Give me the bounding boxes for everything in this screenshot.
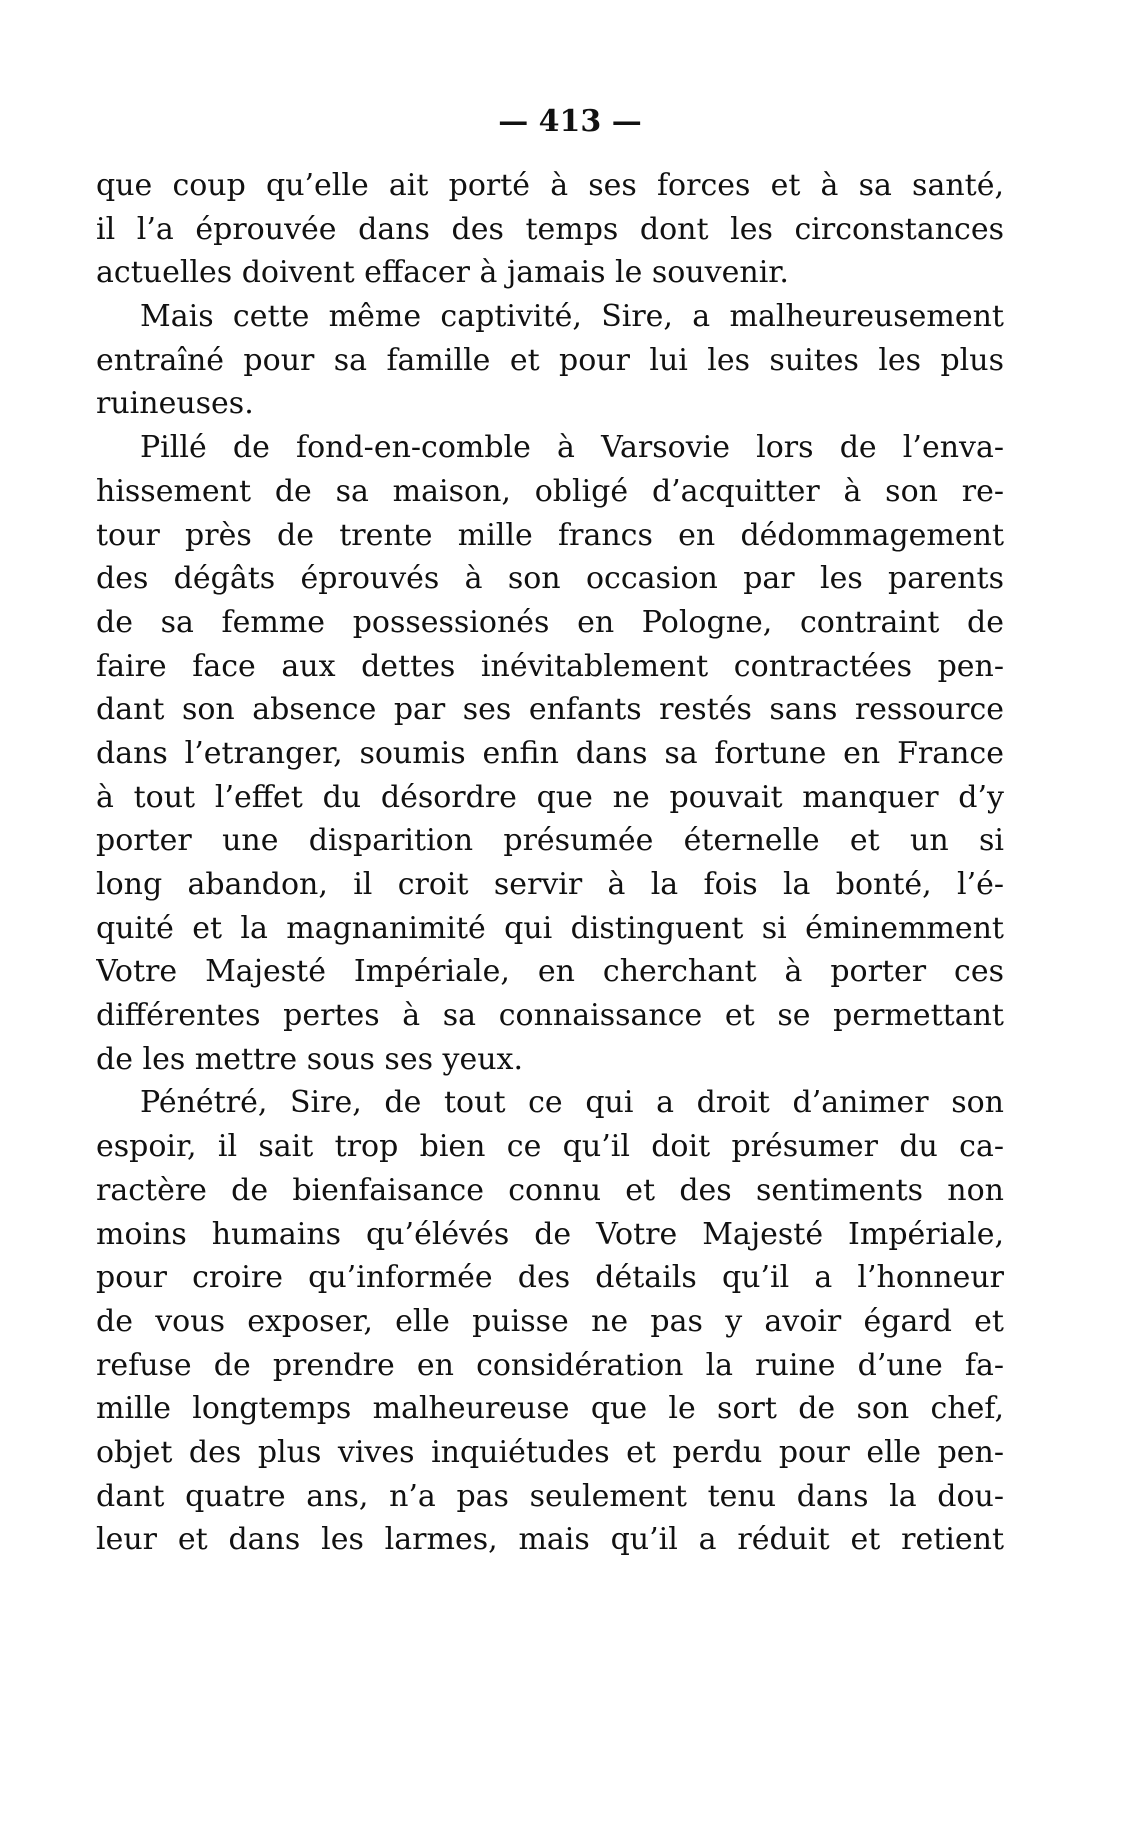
body-text [96, 164, 1004, 1562]
text-line: dant son absence par ses enfants restés sans ressource [96, 692, 1004, 728]
text-line: dant quatre ans, n’a pas seulement tenu dans la dou- [96, 1478, 1004, 1514]
text-line: faire face aux dettes inévitablement contractées pen- [96, 648, 1004, 684]
text-line: dans l’etranger, soumis enfin dans sa fortune en France [96, 735, 1004, 771]
text-line: Votre Majesté Impériale, en cherchant à porter ces [96, 954, 1004, 990]
text-line: mille longtemps malheureuse que le sort de son chef, [96, 1391, 1004, 1427]
text-line: à tout l’effet du désordre que ne pouvait manquer d’y [96, 779, 1004, 815]
text-line: espoir, il sait trop bien ce qu’il doit présumer du ca- [96, 1129, 1004, 1165]
text-line: actuelles doivent effacer à jamais le souvenir. [96, 255, 789, 291]
text-line: tour près de trente mille francs en dédommagement [96, 517, 1004, 553]
text-line: leur et dans les larmes, mais qu’il a réduit et retient [96, 1522, 1004, 1558]
text-line: objet des plus vives inquiétudes et perdu pour elle pen- [96, 1434, 1004, 1470]
text-line: Pénétré, Sire, de tout ce qui a droit d’animer son [140, 1085, 1004, 1121]
text-line: quité et la magnanimité qui distinguent si éminemment [96, 910, 1004, 946]
text-line: des dégâts éprouvés à son occasion par les parents [96, 561, 1004, 597]
text-line: ruineuses. [96, 386, 254, 422]
page-number: — 413 — [498, 104, 642, 139]
text-line: refuse de prendre en considération la ruine d’une fa- [96, 1347, 1004, 1383]
text-line: hissement de sa maison, obligé d’acquitter à son re- [96, 473, 1004, 509]
text-line: de les mettre sous ses yeux. [96, 1041, 523, 1077]
text-line: porter une disparition présumée éternelle et un si [96, 823, 1004, 859]
text-line: ractère de bienfaisance connu et des sentiments non [96, 1172, 1004, 1208]
text-line: entraîné pour sa famille et pour lui les suites les plus [96, 342, 1004, 378]
text-line: que coup qu’elle ait porté à ses forces et à sa santé, [96, 168, 1004, 203]
text-line: de sa femme possessionés en Pologne, contraint de [96, 604, 1004, 640]
text-line: différentes pertes à sa connaissance et se permettant [96, 998, 1004, 1034]
text-line: il l’a éprouvée dans des temps dont les circonstances [96, 211, 1004, 247]
text-line: de vous exposer, elle puisse ne pas y avoir égard et [96, 1303, 1004, 1339]
text-line: moins humains qu’élévés de Votre Majesté Impériale, [96, 1216, 1004, 1252]
text-line: long abandon, il croit servir à la fois la bonté, l’é- [96, 867, 1004, 902]
text-line: Pillé de fond-en-comble à Varsovie lors de l’enva- [140, 430, 1004, 466]
text-line: Mais cette même captivité, Sire, a malheureusement [140, 299, 1004, 335]
text-line: pour croire qu’informée des détails qu’il a l’honneur [96, 1260, 1004, 1296]
